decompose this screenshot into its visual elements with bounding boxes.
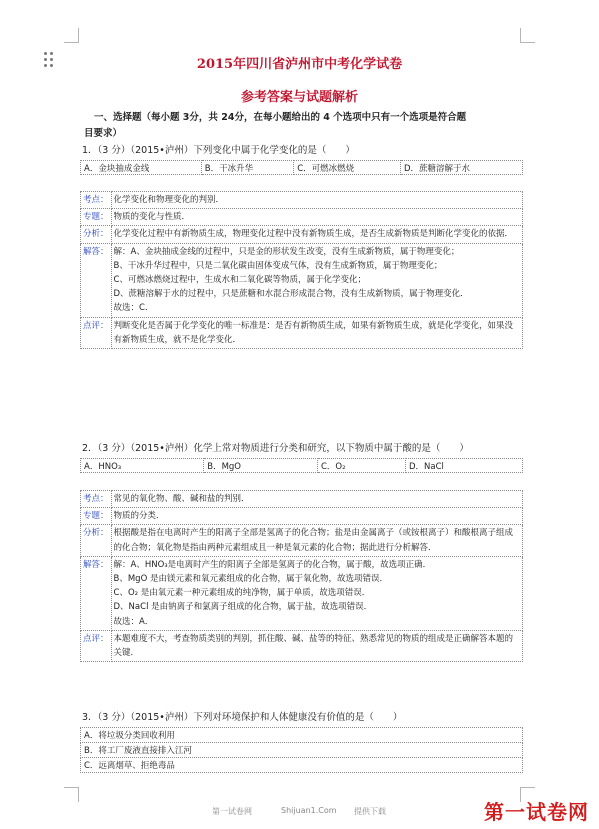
analysis-text: 根据酸是指在电离时产生的阳离子全部是氢离子的化合物；盐是由金属离子（或铵根离子）和酸根离子组成的化合物；氧化物是指由两种元素组成且一种是氧元素的化合物；据此进行分析解答． xyxy=(111,525,522,556)
analysis-row xyxy=(81,508,523,525)
section-heading-line1: 一、选择题（每小题 3分，共 24分，在每小题给出的 4 个选项中只有一个选项是符合题 xyxy=(94,112,467,123)
label-fenxi: 分析： xyxy=(81,525,112,556)
document-subtitle: 参考答案与试题解析 xyxy=(240,90,358,105)
analysis-text: 解：A、HNO₃是电离时产生的阳离子全部是氢离子的化合物，属于酸，故选项正确． B、MgO 是由镁元素和氧元素组成的化合物，属于氧化物，故选项错误． C、O₂ 是由氧元素一种元素组成的纯净物，属于单质，故选项错误． D、NaCl 是由钠离子和氯离子组成的化合物，属于盐，故选项错误． 故选：A． xyxy=(111,556,522,630)
footer-download-text: 提供下载 xyxy=(354,807,386,816)
analysis-row xyxy=(81,243,523,317)
question-3-stem: 3．（3 分）（2015•泸州）下列对环境保护和人体健康没有价值的是（ ） xyxy=(82,712,403,723)
analysis-text: 化学变化和物理变化的判别． xyxy=(111,192,522,209)
question-2-analysis xyxy=(80,490,523,662)
analysis-row xyxy=(81,317,523,348)
brand-logo: 第一试卷网 xyxy=(484,800,589,824)
label-jieda: 解答： xyxy=(81,556,112,630)
label-dianping: 点评： xyxy=(81,630,112,661)
label-fenxi: 分析： xyxy=(81,226,112,243)
analysis-text: 判断变化是否属于化学变化的唯一标准是：是否有新物质生成，如果有新物质生成，就是化学变化，如果没有新物质生成，就不是化学变化． xyxy=(111,317,522,348)
question-2-options xyxy=(80,458,523,473)
section-heading xyxy=(84,110,534,142)
question-1-analysis xyxy=(80,191,523,349)
question-3-options xyxy=(80,727,523,773)
analysis-row xyxy=(81,209,523,226)
q2-option-b[interactable]: B．MgO xyxy=(204,459,318,473)
footer-site-url[interactable]: Shijuan1.Com xyxy=(281,806,337,815)
label-dianping: 点评： xyxy=(81,317,112,348)
document-title: 2015年四川省泸州市中考化学试卷 xyxy=(196,57,403,72)
corner-mark-top-right xyxy=(520,28,535,43)
q2-option-c[interactable]: C．O₂ xyxy=(317,459,405,473)
analysis-row xyxy=(81,630,523,661)
analysis-text: 解：A、金块抽成金线的过程中，只是金的形状发生改变，没有生成新物质，属于物理变化； B、干冰升华过程中，只是二氧化碳由固体变成气体，没有生成新物质，属于物理变化； C、可燃冰燃烧过程中，生成水和二氧化碳等物质，属于化学变化； D、蔗糖溶解于水的过程中，只是蔗糖和水混合形成混合物，没有生成新物质，属于物理变化． 故选：C． xyxy=(111,243,522,317)
question-2-stem: 2．（3 分）（2015•泸州）化学上常对物质进行分类和研究，以下物质中属于酸的是（ ） xyxy=(82,443,469,454)
q2-option-a[interactable]: A．HNO₃ xyxy=(81,459,204,473)
question-1-stem: 1．（3 分）（2015•泸州）下列变化中属于化学变化的是（ ） xyxy=(82,145,355,156)
q3-option-a[interactable]: A．将垃圾分类回收利用 xyxy=(81,728,523,743)
analysis-row xyxy=(81,525,523,556)
footer-site-name: 第一试卷网 xyxy=(212,807,252,816)
q3-option-b[interactable]: B．将工厂废液直接排入江河 xyxy=(81,743,523,758)
analysis-row xyxy=(81,556,523,630)
label-zhuanti: 专题： xyxy=(81,209,112,226)
analysis-text: 物质的变化与性质． xyxy=(111,209,522,226)
label-kaodian: 考点： xyxy=(81,491,112,508)
label-jieda: 解答： xyxy=(81,243,112,317)
section-heading-line2: 目要求） xyxy=(84,128,123,139)
q1-option-d[interactable]: D．蔗糖溶解于水 xyxy=(400,161,522,175)
q1-option-c[interactable]: C．可燃冰燃烧 xyxy=(294,161,401,175)
q3-option-c[interactable]: C．远离烟草、拒绝毒品 xyxy=(81,758,523,773)
q1-option-a[interactable]: A．金块抽成金线 xyxy=(81,161,202,175)
question-1-options xyxy=(80,160,523,175)
q1-option-b[interactable]: B．干冰升华 xyxy=(201,161,293,175)
analysis-row xyxy=(81,491,523,508)
label-kaodian: 考点： xyxy=(81,192,112,209)
q2-option-d[interactable]: D．NaCl xyxy=(406,459,523,473)
label-zhuanti: 专题： xyxy=(81,508,112,525)
corner-mark-bottom-left xyxy=(64,787,79,802)
analysis-text: 本题难度不大，考查物质类别的判别，抓住酸、碱、盐等的特征、熟悉常见的物质的组成是正确解答本题的关键． xyxy=(111,630,522,661)
analysis-row xyxy=(81,192,523,209)
analysis-row xyxy=(81,226,523,243)
analysis-text: 物质的分类． xyxy=(111,508,522,525)
corner-mark-top-left xyxy=(64,28,79,43)
analysis-text: 常见的氧化物、酸、碱和盐的判别． xyxy=(111,491,522,508)
analysis-text: 化学变化过程中有新物质生成，物理变化过程中没有新物质生成，是否生成新物质是判断化学变化的依据． xyxy=(111,226,522,243)
